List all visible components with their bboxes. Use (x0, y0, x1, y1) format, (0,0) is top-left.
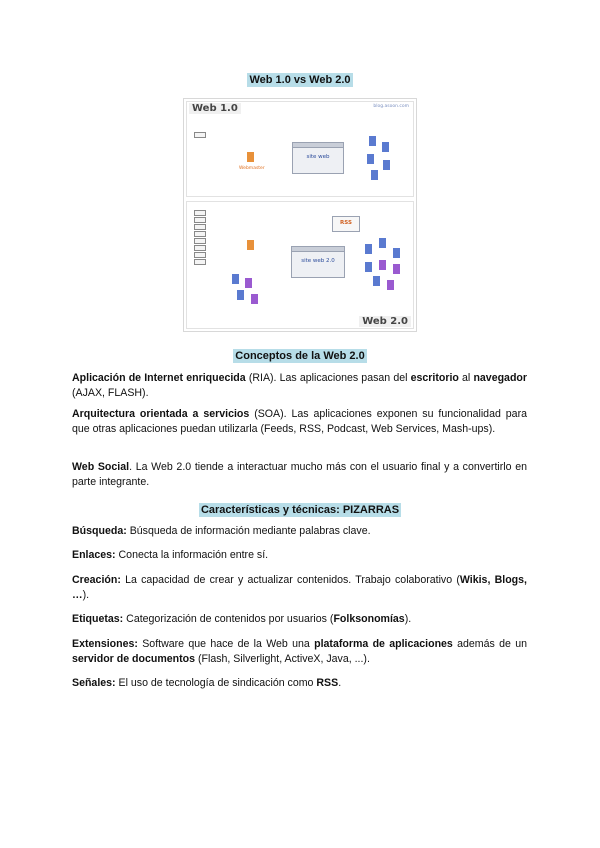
person-icon (369, 136, 376, 146)
web-comparison-figure (183, 98, 417, 332)
person-icon (371, 170, 378, 180)
extensiones-paragraph: Extensiones: Software que hace de la Web una plataforma de aplicaciones además de un servidor de documentos (Flash, Silverlight, ActiveX, Java, ...). (72, 638, 527, 665)
person-icon (387, 280, 394, 290)
web2-section (186, 201, 414, 329)
person-icon (237, 290, 244, 300)
title-line (0, 70, 600, 88)
site-web-box: site web (292, 142, 344, 174)
section-heading: Conceptos de la Web 2.0 (235, 350, 365, 362)
rss-box: RSS (332, 216, 360, 232)
etiquetas-paragraph: Etiquetas: Categorización de contenidos por usuarios (Folksonomías). (72, 613, 412, 625)
soa-paragraph: Arquitectura orientada a servicios (SOA). Las aplicaciones exponen su funcionalidad para que otras aplicaciones puedan utilizarla (Feeds, RSS, Podcast, Web Services, Mash-ups). (72, 408, 527, 435)
person-icon (247, 240, 254, 250)
person-icon (379, 260, 386, 270)
person-icon (367, 154, 374, 164)
person-icon (379, 238, 386, 248)
web2-label: Web 2.0 (359, 316, 411, 327)
web1-section: Web 1.0 blog.asoon.com Webmaster site web (186, 101, 414, 197)
page-title: Web 1.0 vs Web 2.0 (249, 74, 351, 86)
person-icon (247, 152, 254, 162)
person-icon (373, 276, 380, 286)
busqueda-paragraph: Búsqueda: Búsqueda de información mediante palabras clave. (72, 525, 371, 537)
person-icon (382, 142, 389, 152)
web2-tools-column (192, 210, 206, 266)
site-web2-box: site web 2.0 (291, 246, 345, 278)
enlaces-paragraph: Enlaces: Conecta la información entre sí. (72, 549, 269, 561)
person-icon (365, 244, 372, 254)
web1-tools-column (192, 132, 206, 139)
person-icon (245, 278, 252, 288)
figure-source: blog.asoon.com (373, 104, 409, 109)
section-heading-line (0, 346, 600, 364)
ria-paragraph: Aplicación de Internet enriquecida (RIA). Las aplicaciones pasan del escritorio al navegador (AJAX, FLASH). (72, 372, 528, 399)
person-icon (393, 248, 400, 258)
person-icon (383, 160, 390, 170)
web-social-paragraph: Web Social. La Web 2.0 tiende a interactuar mucho más con el usuario final y a convertirlo en parte integrante. (72, 461, 527, 488)
section-heading: Características y técnicas: PIZARRAS (200, 504, 400, 516)
creacion-paragraph: Creación: La capacidad de crear y actualizar contenidos. Trabajo colaborativo (Wikis, Blogs, …). (72, 574, 527, 601)
person-icon (365, 262, 372, 272)
web1-label: Web 1.0 (189, 103, 241, 114)
senales-paragraph: Señales: El uso de tecnología de sindicación como RSS. (72, 677, 342, 689)
person-icon (232, 274, 239, 284)
section-heading-line (0, 500, 600, 518)
person-icon (393, 264, 400, 274)
person-icon (251, 294, 258, 304)
